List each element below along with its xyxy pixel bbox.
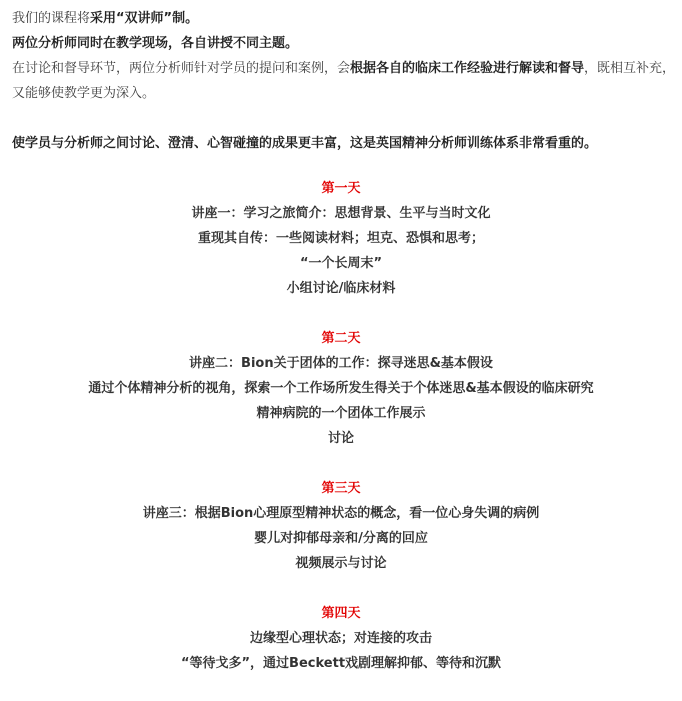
intro-paragraph-4: 使学员与分析师之间讨论、澄清、心智碰撞的成果更丰富，这是英国精神分析师训练体系非常看重的。 xyxy=(12,136,598,151)
course-schedule xyxy=(0,176,682,701)
day-item: 通过个体精神分析的视角，探索一个工作场所发生得关于个体迷思&基本假设的临床研究 xyxy=(88,381,594,396)
day-item: 讲座二：Bion关于团体的工作：探寻迷思&基本假设 xyxy=(189,356,493,371)
intro-paragraph-1 xyxy=(12,6,676,31)
day-item: 婴儿对抑郁母亲和/分离的回应 xyxy=(254,531,428,546)
day-item: 讲座一：学习之旅简介：思想背景、生平与当时文化 xyxy=(191,206,491,221)
intro-p1-text: 我们的课程将 xyxy=(12,11,91,26)
day-block-4 xyxy=(0,601,682,676)
intro-p3-text-c: ，既相互补充，又能够使教学更为深入。 xyxy=(12,61,676,101)
paragraph-spacer xyxy=(12,106,676,131)
day-item: 精神病院的一个团体工作展示 xyxy=(256,406,426,421)
day-block-2 xyxy=(0,326,682,451)
intro-p3-highlight: 根据各自的临床工作经验进行解读和督导 xyxy=(350,61,585,76)
day-item: 讨论 xyxy=(327,431,354,446)
day-item: 边缘型心理状态；对连接的攻击 xyxy=(249,631,432,646)
day-block-1 xyxy=(0,176,682,301)
day-title: 第一天 xyxy=(321,181,361,196)
day-item: 重现其自传：一些阅读材料；坦克、恐惧和思考； xyxy=(197,231,484,246)
intro-section xyxy=(12,6,676,156)
day-item: 视频展示与讨论 xyxy=(295,556,387,571)
day-title: 第三天 xyxy=(321,481,361,496)
day-title: 第四天 xyxy=(321,606,361,621)
intro-paragraph-2: 两位分析师同时在教学现场，各自讲授不同主题。 xyxy=(12,36,299,51)
intro-p3-text-a: 在讨论和督导环节，两位分析师针对学员的提问和案例，会 xyxy=(12,61,351,76)
intro-p1-highlight: 采用“双讲师”制。 xyxy=(90,11,199,26)
day-item: 讲座三：根据Bion心理原型精神状态的概念，看一位心身失调的病例 xyxy=(142,506,540,521)
day-title: 第二天 xyxy=(321,331,361,346)
day-item: 小组讨论/临床材料 xyxy=(286,281,396,296)
day-item: “等待戈多”，通过Beckett戏剧理解抑郁、等待和沉默 xyxy=(180,656,502,671)
day-item: “一个长周末” xyxy=(299,256,383,271)
day-block-3 xyxy=(0,476,682,576)
intro-paragraph-3 xyxy=(12,56,676,106)
